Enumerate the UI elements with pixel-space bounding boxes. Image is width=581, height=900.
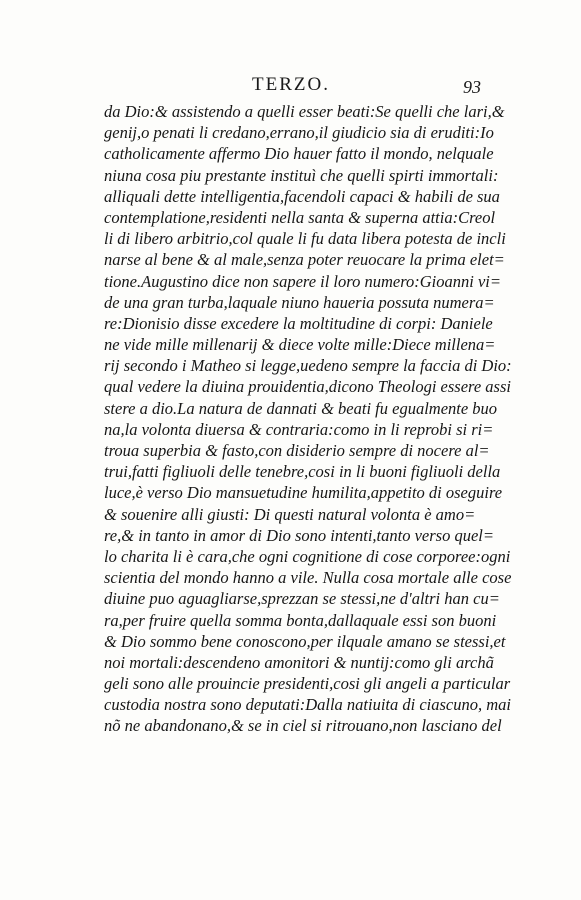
body-text bbox=[104, 101, 516, 737]
text-line: ne vide mille millenarij & diece volte mille:Diece millena= bbox=[104, 335, 496, 355]
text-line: luce,è verso Dio mansuetudine humilita,appetito di oseguire bbox=[104, 483, 503, 503]
text-line: geli sono alle prouincie presidenti,cosi gli angeli a particular bbox=[104, 674, 511, 694]
text-line: genij,o penati li credano,errano,il giudicio sia di eruditi:Io bbox=[104, 123, 494, 143]
page-number: 93 bbox=[463, 77, 481, 97]
text-line: custodia nostra sono deputati:Dalla natiuita di ciascuno, mai bbox=[104, 695, 511, 715]
text-line: & Dio sommo bene conoscono,per ilquale amano se stessi,et bbox=[104, 631, 506, 651]
text-line: & souenire alli giusti: Di questi natural volonta è amo= bbox=[104, 504, 476, 524]
text-line: lo charita li è cara,che ogni cognitione di cose corporee:ogni bbox=[104, 546, 511, 566]
text-line: re:Dionisio disse excedere la moltitudine di corpi: Daniele bbox=[104, 313, 493, 333]
text-line: diuine puo aguagliarse,sprezzan se stessi,ne d'altri han cu= bbox=[104, 589, 500, 609]
text-line: tione.Augustino dice non sapere il loro numero:Gioanni vi= bbox=[104, 271, 501, 291]
running-title: TERZO. bbox=[252, 74, 330, 95]
text-line: re,& in tanto in amor di Dio sono intenti,tanto verso quel= bbox=[104, 525, 495, 545]
text-line: stere a dio.La natura de dannati & beati fu egualmente buo bbox=[104, 398, 498, 418]
text-line: ra,per fruire quella somma bonta,dallaquale essi son buoni bbox=[104, 610, 497, 630]
text-line: scientia del mondo hanno a vile. Nulla cosa mortale alle cose bbox=[104, 568, 512, 588]
text-line: nõ ne abandonano,& se in ciel si ritrouano,non lasciano del bbox=[104, 716, 502, 736]
text-line: contemplatione,residenti nella santa & superna attia:Creol bbox=[104, 207, 496, 227]
running-header bbox=[0, 74, 581, 98]
text-line: trui,fatti figliuoli delle tenebre,cosi in li buoni figliuoli della bbox=[104, 462, 501, 482]
text-line: alliquali dette intelligentia,facendoli capaci & habili de sua bbox=[104, 186, 500, 206]
text-line: narse al bene & al male,senza poter reuocare la prima elet= bbox=[104, 250, 505, 270]
text-line: rij secondo i Matheo si legge,uedeno sempre la faccia di Dio: bbox=[104, 356, 512, 376]
text-line: troua superbia & fasto,con disiderio sempre di nocere al= bbox=[104, 441, 490, 460]
text-line: noi mortali:descendeno amonitori & nuntij:como gli archã bbox=[104, 652, 494, 672]
text-line: de una gran turba,laquale niuno haueria possuta numera= bbox=[104, 292, 495, 312]
text-line: da Dio:& assistendo a quelli esser beati:Se quelli che lari,& bbox=[104, 102, 505, 121]
text-line: niuna cosa piu prestante instituì che quelli spirti immortali: bbox=[104, 165, 499, 185]
text-line: catholicamente affermo Dio hauer fatto il mondo, nelquale bbox=[104, 144, 494, 164]
text-line: li di libero arbitrio,col quale li fu data libera potesta de incli bbox=[104, 229, 506, 249]
text-line: qual vedere la diuina prouidentia,dicono Theologi essere assi bbox=[104, 377, 511, 397]
text-line: na,la volonta diuersa & contraria:como in li reprobi si ri= bbox=[104, 419, 494, 439]
